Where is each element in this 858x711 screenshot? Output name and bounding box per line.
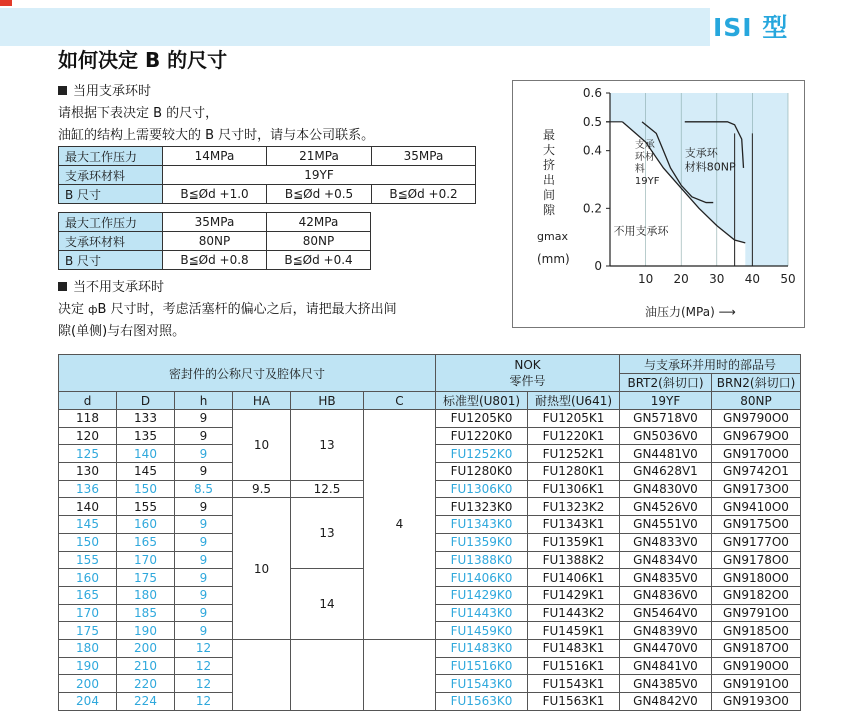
pressure-cell: 35MPa: [163, 213, 267, 232]
cell-heat-part: FU1459K1: [528, 622, 620, 640]
section2-line1: 决定 фB 尺寸时，考虑活塞杆的偏心之后，请把最大挤出间: [58, 302, 397, 317]
cell-ha: 9.5: [233, 480, 291, 498]
bearing-ring-spec-table-2: [58, 212, 371, 270]
bearing-part-header: 与支承环并用时的部品号: [620, 355, 801, 374]
cell-heat-part: FU1280K1: [528, 463, 620, 481]
cell-D: 210: [117, 657, 175, 675]
y-axis-label-char: 出: [542, 173, 556, 187]
cell-standard-part: FU1516K0: [436, 657, 528, 675]
cell-ha: 10: [233, 498, 291, 640]
cell-heat-part: FU1443K2: [528, 604, 620, 622]
cell-h: 9: [175, 551, 233, 569]
section1-line2: 油缸的结构上需要较大的 B 尺寸时，请与本公司联系。: [58, 128, 375, 143]
cell-d: 125: [59, 445, 117, 463]
cell-heat-part: FU1205K1: [528, 410, 620, 428]
cell-D: 135: [117, 427, 175, 445]
col-c: C: [364, 392, 436, 410]
cell-80np-part: GN9191O0: [712, 675, 801, 693]
cell-19yf-part: GN4628V1: [620, 463, 712, 481]
cell-19yf-part: GN5464V0: [620, 604, 712, 622]
brt2-header: BRT2(斜切口): [620, 374, 712, 392]
cell-heat-part: FU1429K1: [528, 586, 620, 604]
cell-hb: 14: [291, 569, 364, 640]
x-tick-label: 20: [673, 272, 689, 286]
region-label-none: 不用支承环: [613, 224, 669, 238]
x-tick-label: 10: [637, 272, 654, 286]
cell-d: 175: [59, 622, 117, 640]
cell-d: 145: [59, 516, 117, 534]
cell-d: 170: [59, 604, 117, 622]
cell-standard-part: FU1483K0: [436, 639, 528, 657]
cell-19yf-part: GN4834V0: [620, 551, 712, 569]
section2-line2: 隙(单侧)与右图对照。: [58, 324, 186, 339]
label-material: 支承环材料: [59, 166, 163, 185]
square-bullet-icon: [58, 282, 67, 291]
label-b-size: B 尺寸: [59, 185, 163, 204]
cell-heat-part: FU1306K1: [528, 480, 620, 498]
cell-80np-part: GN9193O0: [712, 693, 801, 711]
cell-heat-part: FU1543K1: [528, 675, 620, 693]
section2-heading: 当不用支承环时: [58, 276, 164, 295]
cell-80np-part: GN9791O0: [712, 604, 801, 622]
label-material: 支承环材料: [59, 232, 163, 251]
cell-19yf-part: GN4551V0: [620, 516, 712, 534]
x-tick-label: 50: [780, 272, 796, 286]
cell-19yf-part: GN4842V0: [620, 693, 712, 711]
region-label-19yf: 19YF: [634, 175, 660, 187]
cell-standard-part: FU1388K0: [436, 551, 528, 569]
cell-d: 120: [59, 427, 117, 445]
cell-80np-part: GN9170O0: [712, 445, 801, 463]
cell-heat-part: FU1252K1: [528, 445, 620, 463]
cell-19yf-part: GN5036V0: [620, 427, 712, 445]
cell-80np-part: GN9180O0: [712, 569, 801, 587]
cell-heat-part: FU1359K1: [528, 533, 620, 551]
label-b-size: B 尺寸: [59, 251, 163, 270]
cell-D: 160: [117, 516, 175, 534]
material-cell: 19YF: [163, 166, 476, 185]
cell-h: 12: [175, 657, 233, 675]
cell-d: 136: [59, 480, 117, 498]
cell-80np-part: GN9182O0: [712, 586, 801, 604]
cell-19yf-part: GN4835V0: [620, 569, 712, 587]
square-bullet-icon: [58, 86, 67, 95]
cell-D: 220: [117, 675, 175, 693]
cell-D: 224: [117, 693, 175, 711]
cell-D: 170: [117, 551, 175, 569]
cell-80np-part: GN9790O0: [712, 410, 801, 428]
region-label-19yf: 环材: [634, 151, 655, 163]
cell-D: 180: [117, 586, 175, 604]
cell-h: 12: [175, 693, 233, 711]
cell-standard-part: FU1459K0: [436, 622, 528, 640]
cell-80np-part: GN9175O0: [712, 516, 801, 534]
cell-d: 160: [59, 569, 117, 587]
section1-heading: 当用支承环时: [58, 80, 151, 99]
b-size-cell: B≦Ød +0.5: [267, 185, 372, 204]
b-size-cell: B≦Ød +1.0: [163, 185, 267, 204]
y-tick-label: 0.6: [582, 86, 602, 100]
cell-standard-part: FU1543K0: [436, 675, 528, 693]
cell-19yf-part: GN4836V0: [620, 586, 712, 604]
y-tick-label: 0: [594, 259, 602, 273]
y-axis-label-char: 大: [542, 143, 556, 157]
chart-svg: [513, 81, 804, 327]
cell-h: 9: [175, 604, 233, 622]
col-80np: 80NP: [712, 392, 801, 410]
material-cell: 80NP: [267, 232, 371, 251]
cell-h: 9: [175, 427, 233, 445]
cell-D: 145: [117, 463, 175, 481]
cell-d: 130: [59, 463, 117, 481]
col-19yf: 19YF: [620, 392, 712, 410]
y-tick-label: 0.5: [582, 114, 602, 129]
cell-h: 12: [175, 675, 233, 693]
material-cell: 80NP: [163, 232, 267, 251]
x-tick-label: 30: [709, 272, 725, 286]
cell-heat-part: FU1220K1: [528, 427, 620, 445]
extrusion-gap-chart: [512, 80, 805, 328]
cell-standard-part: FU1443K0: [436, 604, 528, 622]
cell-heat-part: FU1516K1: [528, 657, 620, 675]
cell-80np-part: GN9742O1: [712, 463, 801, 481]
cell-standard-part: FU1252K0: [436, 445, 528, 463]
y-axis-label-char: 隙: [542, 203, 556, 217]
pressure-cell: 42MPa: [267, 213, 371, 232]
cell-ha: 10: [233, 410, 291, 481]
cell-19yf-part: GN4526V0: [620, 498, 712, 516]
cell-19yf-part: GN4385V0: [620, 675, 712, 693]
cell-standard-part: FU1429K0: [436, 586, 528, 604]
y-axis-label-char: 挤: [542, 158, 556, 172]
region-label-80np: 支承环: [684, 146, 718, 160]
seal-dimension-table: [58, 354, 801, 711]
cell-D: 133: [117, 410, 175, 428]
table-row: [59, 639, 801, 657]
cell-19yf-part: GN4481V0: [620, 445, 712, 463]
cell-d: 140: [59, 498, 117, 516]
cell-c: 4: [364, 410, 436, 640]
cell-80np-part: GN9410O0: [712, 498, 801, 516]
cell-ha: [233, 639, 291, 710]
cell-D: 155: [117, 498, 175, 516]
cell-heat-part: FU1406K1: [528, 569, 620, 587]
cell-h: 9: [175, 516, 233, 534]
section1-line1: 请根据下表决定 B 的尺寸，: [58, 106, 219, 121]
cell-heat-part: FU1343K1: [528, 516, 620, 534]
cell-d: 165: [59, 586, 117, 604]
cell-hb: 12.5: [291, 480, 364, 498]
cell-h: 9: [175, 463, 233, 481]
cell-standard-part: FU1359K0: [436, 533, 528, 551]
bearing-ring-spec-table-1: [58, 146, 476, 204]
y-tick-label: 0.4: [582, 143, 602, 158]
cell-h: 9: [175, 586, 233, 604]
cell-heat-part: FU1483K1: [528, 639, 620, 657]
cell-standard-part: FU1205K0: [436, 410, 528, 428]
cell-d: 155: [59, 551, 117, 569]
brn2-header: BRN2(斜切口): [712, 374, 801, 392]
cell-standard-part: FU1220K0: [436, 427, 528, 445]
cell-80np-part: GN9173O0: [712, 480, 801, 498]
y-tick-label: 0.2: [582, 201, 602, 216]
cell-standard-part: FU1323K0: [436, 498, 528, 516]
dimension-group-header: 密封件的公称尺寸及腔体尺寸: [59, 355, 436, 392]
cell-h: 8.5: [175, 480, 233, 498]
pressure-cell: 14MPa: [163, 147, 267, 166]
y-axis-sublabel: gmax: [537, 230, 568, 243]
cell-19yf-part: GN4470V0: [620, 639, 712, 657]
cell-heat-part: FU1563K1: [528, 693, 620, 711]
col-h: h: [175, 392, 233, 410]
pressure-cell: 35MPa: [372, 147, 476, 166]
cell-standard-part: FU1280K0: [436, 463, 528, 481]
cell-h: 9: [175, 498, 233, 516]
cell-19yf-part: GN4833V0: [620, 533, 712, 551]
cell-h: 9: [175, 622, 233, 640]
cell-heat-part: FU1323K2: [528, 498, 620, 516]
cell-h: 9: [175, 445, 233, 463]
col-D: D: [117, 392, 175, 410]
region-label-19yf: 料: [634, 163, 645, 175]
y-axis-label-char: 间: [542, 188, 556, 202]
cell-80np-part: GN9185O0: [712, 622, 801, 640]
pressure-cell: 21MPa: [267, 147, 372, 166]
cell-d: 200: [59, 675, 117, 693]
cell-80np-part: GN9178O0: [712, 551, 801, 569]
col-d: d: [59, 392, 117, 410]
region-label-80np: 材料80NP: [684, 160, 736, 174]
col-ha: HA: [233, 392, 291, 410]
cell-D: 165: [117, 533, 175, 551]
nok-part-header: NOK 零件号: [436, 355, 620, 392]
cell-hb: 13: [291, 498, 364, 569]
col-heat-resistant: 耐热型(U641): [528, 392, 620, 410]
cell-d: 180: [59, 639, 117, 657]
col-standard: 标准型(U801): [436, 392, 528, 410]
cell-d: 150: [59, 533, 117, 551]
cell-h: 9: [175, 569, 233, 587]
product-type-title: ISI 型: [713, 13, 789, 42]
cell-19yf-part: GN5718V0: [620, 410, 712, 428]
cell-hb: 13: [291, 410, 364, 481]
cell-D: 200: [117, 639, 175, 657]
cell-h: 9: [175, 533, 233, 551]
x-tick-label: 40: [744, 272, 761, 286]
cell-d: 190: [59, 657, 117, 675]
cell-d: 204: [59, 693, 117, 711]
cell-19yf-part: GN4830V0: [620, 480, 712, 498]
cell-80np-part: GN9190O0: [712, 657, 801, 675]
x-axis-label: 油压力(MPa) ⟶: [645, 305, 736, 319]
cell-80np-part: GN9187O0: [712, 639, 801, 657]
cell-d: 118: [59, 410, 117, 428]
cell-80np-part: GN9679O0: [712, 427, 801, 445]
cell-heat-part: FU1388K2: [528, 551, 620, 569]
region-label-19yf: 支承: [634, 139, 655, 151]
table-row: [59, 410, 801, 428]
y-axis-label-char: 最: [542, 128, 556, 142]
label-max-pressure: 最大工作压力: [59, 147, 163, 166]
b-size-cell: B≦Ød +0.2: [372, 185, 476, 204]
col-hb: HB: [291, 392, 364, 410]
cell-D: 175: [117, 569, 175, 587]
cell-hb: [291, 639, 364, 710]
cell-h: 12: [175, 639, 233, 657]
cell-D: 150: [117, 480, 175, 498]
cell-h: 9: [175, 410, 233, 428]
label-max-pressure: 最大工作压力: [59, 213, 163, 232]
cell-D: 190: [117, 622, 175, 640]
cell-standard-part: FU1343K0: [436, 516, 528, 534]
cell-80np-part: GN9177O0: [712, 533, 801, 551]
y-axis-unit: (mm): [537, 252, 570, 266]
cell-standard-part: FU1563K0: [436, 693, 528, 711]
b-size-cell: B≦Ød +0.4: [267, 251, 371, 270]
cell-D: 185: [117, 604, 175, 622]
cell-19yf-part: GN4841V0: [620, 657, 712, 675]
corner-marker: [0, 0, 12, 6]
page-title: 如何决定 B 的尺寸: [58, 48, 228, 72]
cell-standard-part: FU1406K0: [436, 569, 528, 587]
cell-standard-part: FU1306K0: [436, 480, 528, 498]
cell-c: [364, 639, 436, 710]
cell-D: 140: [117, 445, 175, 463]
b-size-cell: B≦Ød +0.8: [163, 251, 267, 270]
cell-19yf-part: GN4839V0: [620, 622, 712, 640]
